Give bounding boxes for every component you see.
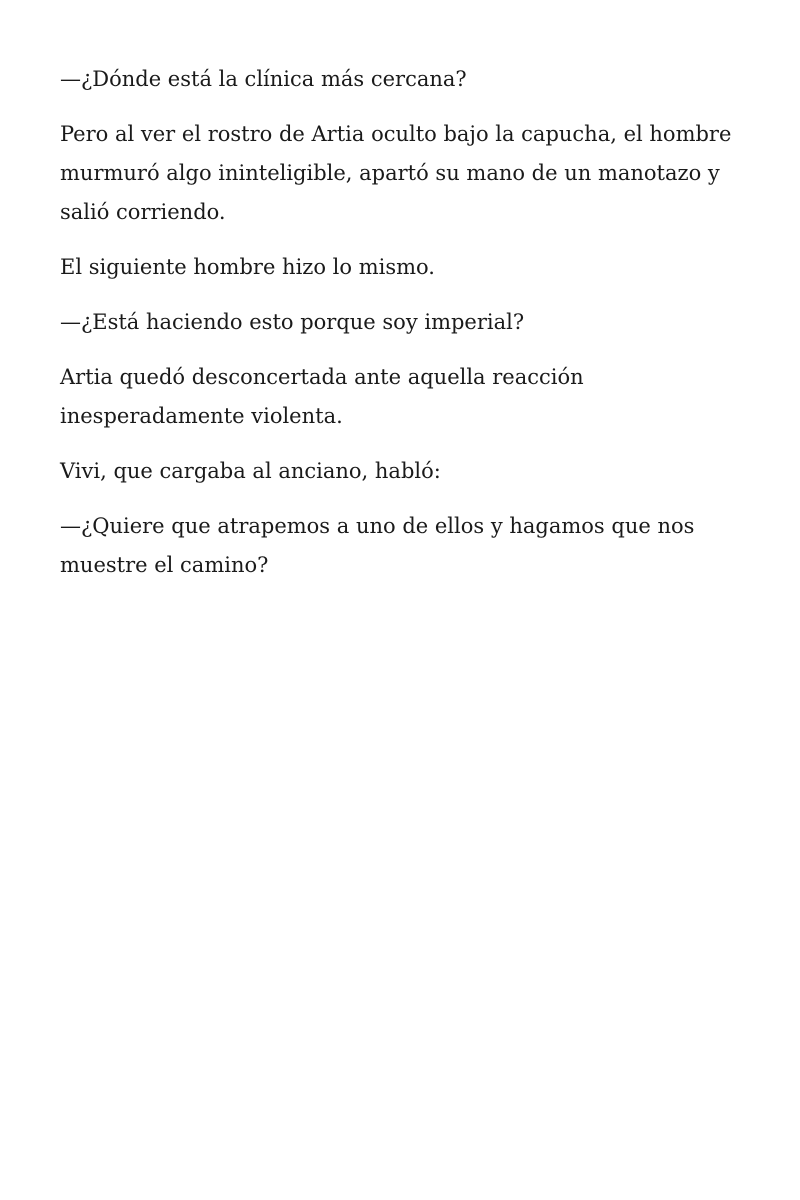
paragraph-artia-confused: Artia quedó desconcertada ante aquella reacción inesperadamente violenta. xyxy=(60,365,584,428)
paragraph-next-man: El siguiente hombre hizo lo mismo. xyxy=(60,255,435,279)
paragraph-dialogue-catch: —¿Quiere que atrapemos a uno de ellos y hagamos que nos muestre el camino? xyxy=(60,514,695,577)
paragraph-vivi-speaks: Vivi, que cargaba al anciano, habló: xyxy=(60,459,441,483)
paragraph-man-runs: Pero al ver el rostro de Artia oculto bajo la capucha, el hombre murmuró algo ininteligible, apartó su mano de un manotazo y salió corriendo. xyxy=(60,122,732,224)
paragraph-dialogue-imperial: —¿Está haciendo esto porque soy imperial? xyxy=(60,310,525,334)
paragraph-dialogue-clinic: —¿Dónde está la clínica más cercana? xyxy=(60,67,467,91)
